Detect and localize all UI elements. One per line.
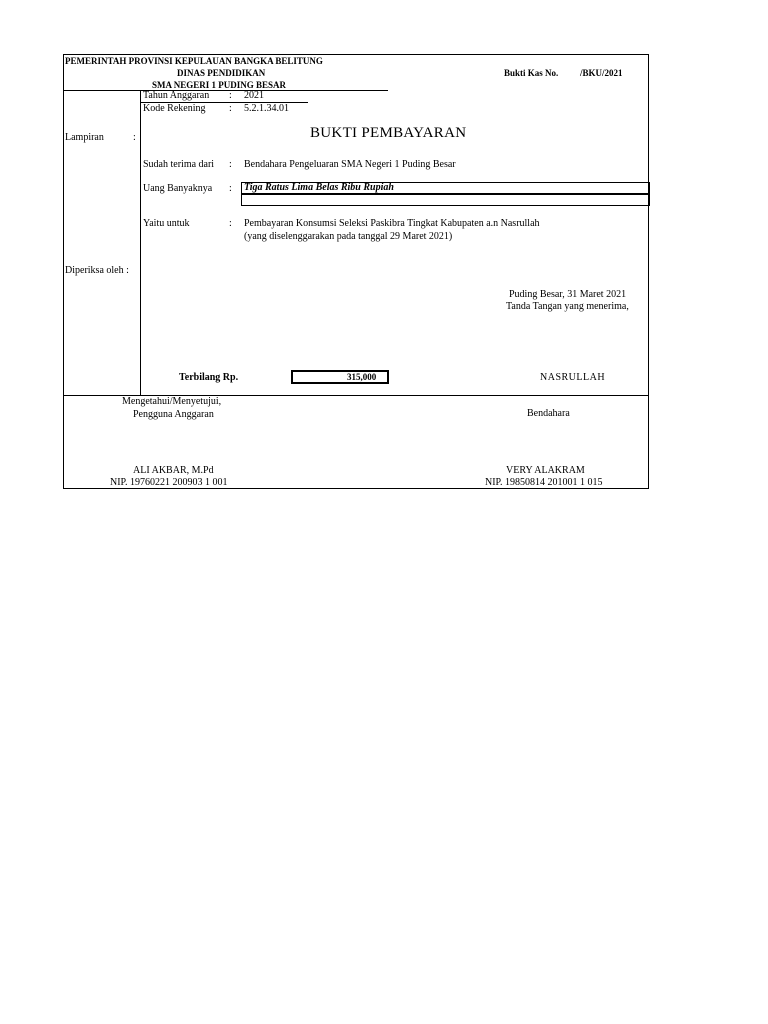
uang-colon: : bbox=[229, 183, 232, 194]
yaitu-line-2: (yang diselenggarakan pada tanggal 29 Maret 2021) bbox=[244, 231, 453, 242]
header-department: DINAS PENDIDIKAN bbox=[177, 68, 266, 78]
approval-caption: Mengetahui/Menyetujui, bbox=[122, 396, 222, 407]
approver-nip: NIP. 19760221 200903 1 001 bbox=[110, 477, 228, 488]
kode-colon: : bbox=[229, 103, 232, 114]
yaitu-colon: : bbox=[229, 218, 232, 229]
treasurer-nip: NIP. 19850814 201001 1 015 bbox=[485, 477, 603, 488]
receiver-name: NASRULLAH bbox=[540, 372, 606, 383]
document-title: BUKTI PEMBAYARAN bbox=[310, 125, 467, 141]
place-date: Puding Besar, 31 Maret 2021 bbox=[509, 289, 627, 300]
lampiran-label: Lampiran bbox=[65, 132, 104, 143]
approver-role: Pengguna Anggaran bbox=[133, 409, 214, 420]
diperiksa-label: Diperiksa oleh : bbox=[65, 265, 129, 276]
kode-rekening-value: 5.2.1.34.01 bbox=[244, 103, 289, 114]
terima-label: Sudah terima dari bbox=[143, 159, 215, 170]
tahun-anggaran-label: Tahun Anggaran bbox=[143, 90, 210, 101]
header-school: SMA NEGERI 1 PUDING BESAR bbox=[152, 80, 287, 90]
uang-value: Tiga Ratus Lima Belas Ribu Rupiah bbox=[244, 182, 394, 193]
uang-blank-box bbox=[241, 194, 650, 206]
approver-name: ALI AKBAR, M.Pd bbox=[133, 465, 214, 476]
kode-rekening-label: Kode Rekening bbox=[143, 103, 206, 114]
terima-value: Bendahara Pengeluaran SMA Negeri 1 Puding Besar bbox=[244, 159, 456, 170]
bukti-kas-label: Bukti Kas No. bbox=[504, 68, 559, 78]
header-underline bbox=[64, 90, 388, 91]
uang-label: Uang Banyaknya bbox=[143, 183, 213, 194]
yaitu-label: Yaitu untuk bbox=[143, 218, 190, 229]
payment-receipt-document bbox=[63, 54, 649, 489]
bukti-kas-value: /BKU/2021 bbox=[580, 68, 623, 78]
terima-colon: : bbox=[229, 159, 232, 170]
amount-value: 315,000 bbox=[347, 372, 377, 382]
yaitu-line-1: Pembayaran Konsumsi Seleksi Paskibra Tingkat Kabupaten a.n Nasrullah bbox=[244, 218, 540, 229]
tahun-colon: : bbox=[229, 90, 232, 101]
tahun-anggaran-value: 2021 bbox=[244, 90, 264, 101]
treasurer-name: VERY ALAKRAM bbox=[506, 465, 585, 476]
left-column-divider bbox=[140, 90, 141, 395]
treasurer-role: Bendahara bbox=[527, 408, 570, 419]
lampiran-colon: : bbox=[133, 132, 136, 143]
receiver-caption: Tanda Tangan yang menerima, bbox=[506, 301, 629, 312]
header-government: PEMERINTAH PROVINSI KEPULAUAN BANGKA BELITUNG bbox=[65, 56, 323, 66]
terbilang-label: Terbilang Rp. bbox=[179, 372, 239, 383]
